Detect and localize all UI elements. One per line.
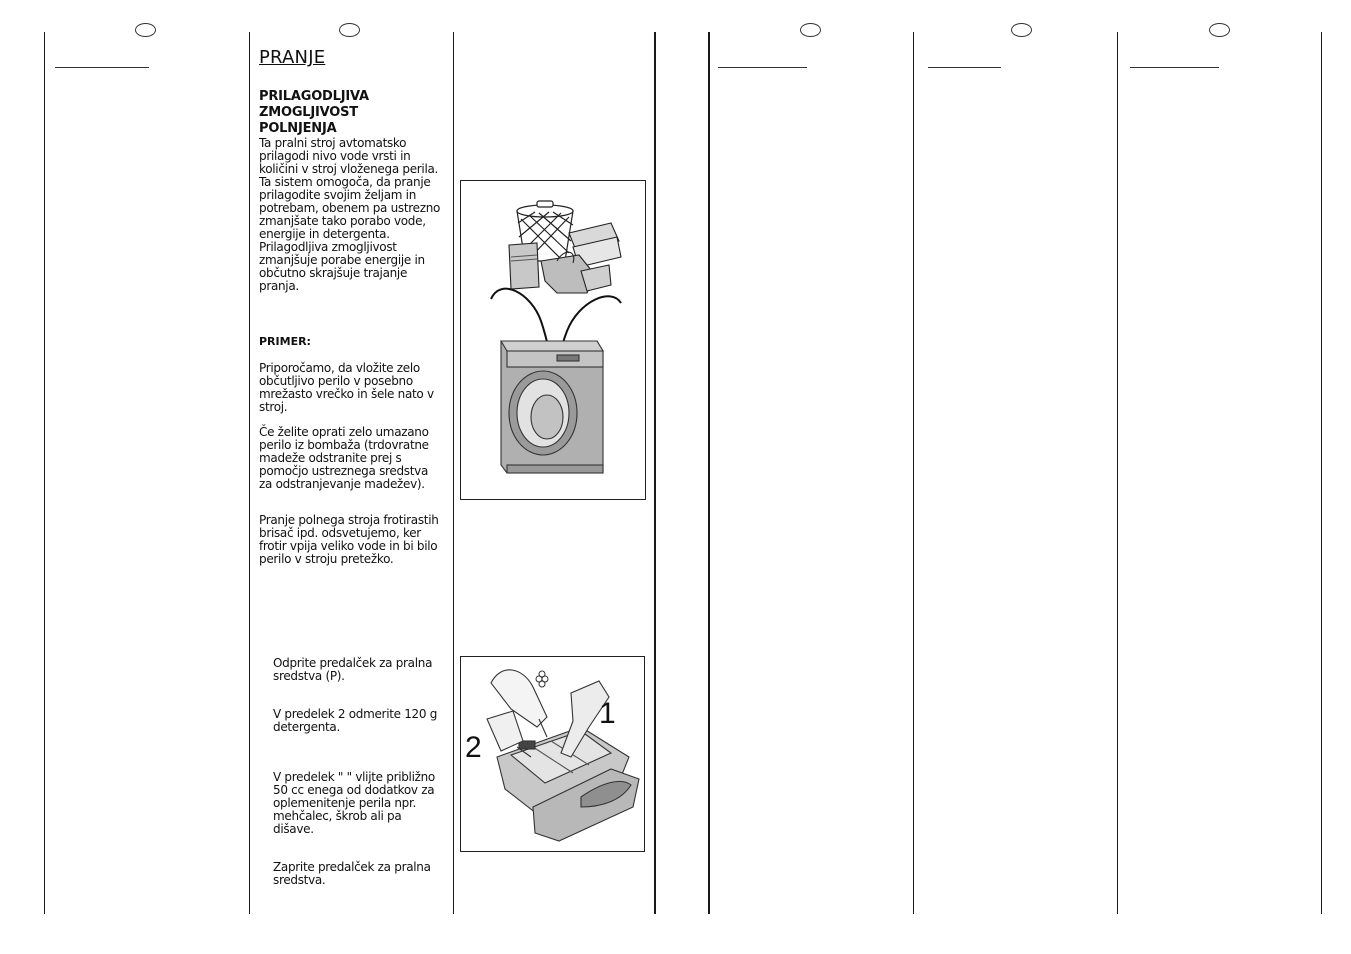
step-text — [273, 861, 443, 887]
header-rule — [55, 67, 149, 68]
tip-paragraph: Pranje polnega stroja frotirastih brisač ipd. odsvetujemo, ker frotir vpija veliko vode in bi bilo perilo v stroju pretežko. — [259, 513, 439, 566]
intro-paragraph: Ta pralni stroj avtomatsko prilagodi nivo vode vrsti in količini v stroj vloženega perila. Ta sistem omogoča, da pranje prilagodite svojim željam in potrebam, obenem pa ustrezno zmanjšate tako porabo vode, energije in detergenta. Prilagodljiva zmogljivost zmanjšuje porabe energije in občutno skrajšuje trajanje pranja. — [259, 136, 441, 293]
section-title: PRANJE — [259, 47, 326, 68]
flower-symbol-icon — [536, 671, 548, 687]
step-3-text: V predelek " " vlijte približno 50 cc enega od dodatkov za oplemenitenje perila npr. mehčalec, škrob ali pa dišave. — [273, 770, 435, 836]
step-text — [273, 657, 443, 683]
detergent-drawer-illustration — [461, 657, 646, 853]
column-divider — [44, 32, 45, 914]
column-divider — [913, 32, 914, 914]
page-fold-line — [654, 32, 656, 914]
step-text — [273, 708, 443, 734]
subheading: PRILAGODLJIVA ZMOGLJIVOST POLNJENJA — [259, 89, 369, 136]
step-2-text: V predelek 2 odmerite 120 g detergenta. — [273, 707, 438, 734]
laundry-machine-figure — [460, 180, 646, 500]
step-1-text: Odprite predalček za pralna sredstva (P). — [273, 656, 433, 683]
language-oval — [1209, 23, 1230, 37]
tip-paragraph: Če želite oprati zelo umazano perilo iz bombaža (trdovratne madeže odstranite prej s pomočjo ustreznega sredstva za odstranjevanje madežev). — [259, 425, 429, 491]
column-divider — [453, 32, 454, 914]
example-heading: PRIMER: — [259, 335, 311, 348]
detergent-drawer-figure — [460, 656, 645, 852]
column-divider — [1117, 32, 1118, 914]
language-oval — [339, 23, 360, 37]
washing-machine-icon — [501, 341, 603, 473]
header-rule — [928, 67, 1001, 68]
language-oval — [1011, 23, 1032, 37]
language-oval — [135, 23, 156, 37]
compartment-2-label: 2 — [465, 731, 482, 764]
compartment-1-label: 1 — [599, 697, 616, 730]
tip-paragraph: Priporočamo, da vložite zelo občutljivo perilo v posebno mrežasto vrečko in šele nato v stroj. — [259, 361, 434, 414]
column-divider — [1321, 32, 1322, 914]
step-4-text: Zaprite predalček za pralna sredstva. — [273, 860, 431, 887]
header-rule — [718, 67, 807, 68]
page-fold-line — [708, 32, 710, 914]
column-divider — [249, 32, 250, 914]
laundry-machine-illustration — [461, 181, 647, 501]
step-text — [273, 771, 443, 836]
header-rule — [1130, 67, 1219, 68]
language-oval — [800, 23, 821, 37]
